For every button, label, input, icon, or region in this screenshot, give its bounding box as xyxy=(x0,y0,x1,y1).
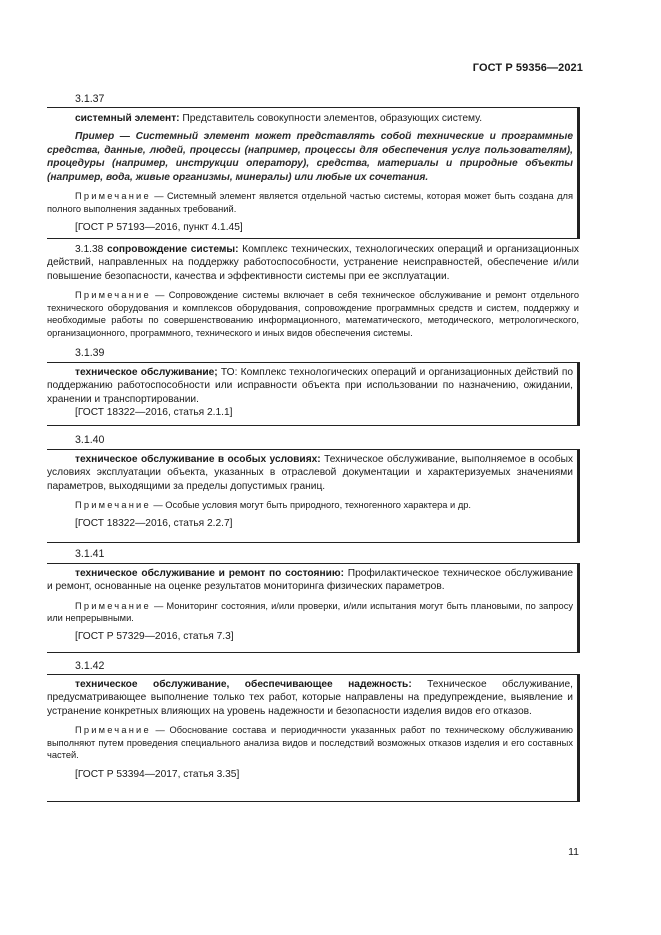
note-label: Примечание xyxy=(75,725,151,736)
note-text: — Обоснование состава и периодичности указанных работ по техническому обслуживанию выполняют путем проведения специального анализа видов и последствий возможных отказов изделия и его составных частей. xyxy=(47,725,573,761)
note-label: Примечание xyxy=(75,500,151,511)
entry-number: 3.1.38 xyxy=(75,244,104,255)
term-box-3-1-42 xyxy=(47,674,580,802)
reference: [ГОСТ Р 53394—2017, статья 3.35] xyxy=(75,769,240,780)
note-label: Примечание xyxy=(75,191,151,202)
term: системный элемент: xyxy=(75,113,180,124)
term-box-3-1-39 xyxy=(47,362,580,426)
entry-number: 3.1.42 xyxy=(75,660,105,672)
term-box-3-1-41 xyxy=(47,563,580,653)
term: техническое обслуживание; xyxy=(75,367,218,378)
entry-number: 3.1.39 xyxy=(75,347,105,359)
note-label: Примечание xyxy=(75,290,151,301)
reference: [ГОСТ Р 57329—2016, статья 7.3] xyxy=(75,631,234,642)
definition-text: Техническое обслуживание, выполняемое в особых условиях эксплуатации объекта, указанных в отраслевой документации и характеризуемых значениями параметров, выходящими за пределы допустимых границ. xyxy=(47,454,573,492)
definition xyxy=(47,366,573,406)
note-label: Примечание xyxy=(75,600,151,611)
definition-text: ТО: Комплекс технологических операций и организационных действий по поддержанию работоспособности или исправности объекта при использовании по назначению, ожидании, хранении и транспортировании. xyxy=(47,367,573,405)
definition xyxy=(47,243,579,283)
reference: [ГОСТ 18322—2016, статья 2.2.7] xyxy=(75,517,233,529)
note-text: — Особые условия могут быть природного, техногенного характера и др. xyxy=(150,500,471,511)
note xyxy=(47,600,573,625)
note-text: — Сопровождение системы включает в себя техническое обслуживание и ремонт отдельного технического оборудования и комплексов оборудования, сопровождение программных средств и систем, поддержку и необходимые работы по совершенствованию информационного, математического, методического, метрологического, организационного, программного, технического и иных видов обеспечения системы. xyxy=(47,290,579,338)
entry-number: 3.1.40 xyxy=(75,434,105,446)
term: сопровождение системы: xyxy=(106,244,239,255)
definition xyxy=(47,678,573,718)
note-text: — Системный элемент является отдельной частью системы, которая может быть создана для полного выполнения заданных требований. xyxy=(47,191,573,214)
term: техническое обслуживание и ремонт по состоянию: xyxy=(75,568,344,579)
reference: [ГОСТ 18322—2016, статья 2.1.1] xyxy=(75,407,233,419)
definition xyxy=(47,453,573,493)
standard-header: ГОСТ Р 59356—2021 xyxy=(472,62,583,74)
term-box-3-1-37 xyxy=(47,107,580,239)
definition-text: Комплекс технических, технологических операций и организационных действий, направленных на поддержку работоспособности, устранение неисправностей, обеспечение и/или повышение безопасности, качества и эффективности системы при ее эксплуатации. xyxy=(47,244,579,282)
definition-text: Профилактическое техническое обслуживание и ремонт, основанные на оценке результатов мониторинга физических параметров. xyxy=(47,568,573,593)
note xyxy=(47,499,573,512)
entry-number: 3.1.41 xyxy=(75,548,105,560)
term: техническое обслуживание, обеспечивающее надежность: xyxy=(75,679,412,690)
note xyxy=(47,289,579,339)
entry-3-1-38 xyxy=(47,243,579,340)
example: Пример — Системный элемент может представлять собой технические и программные средства, данные, людей, процессы (например, процессы для обеспечения услуг пользователям), процедуры (например, инструкции оператору), средства, материалы и природные объекты (например, вода, живые организмы, минералы) или любые их сочетания. xyxy=(47,131,573,183)
page-number: 11 xyxy=(568,846,579,858)
reference: [ГОСТ Р 57193—2016, пункт 4.1.45] xyxy=(75,222,243,234)
definition-text: Техническое обслуживание, предусматривающее выполнение только тех работ, которые направлены на предупреждение, выявление и устранение конкретных влияющих на уровень надежности и безопасности изделия видов его отказов. xyxy=(47,679,573,717)
note xyxy=(47,724,573,762)
term: техническое обслуживание в особых условиях: xyxy=(75,454,321,465)
term-box-3-1-40 xyxy=(47,449,580,543)
note xyxy=(47,190,573,215)
note-text: — Мониторинг состояния, и/или проверки, и/или испытания могут быть плановыми, по запросу или непрерывными. xyxy=(47,600,573,624)
definition-text: Представитель совокупности элементов, образующих систему. xyxy=(179,113,483,124)
definition xyxy=(47,112,573,125)
entry-number: 3.1.37 xyxy=(75,93,105,105)
definition xyxy=(47,567,573,594)
